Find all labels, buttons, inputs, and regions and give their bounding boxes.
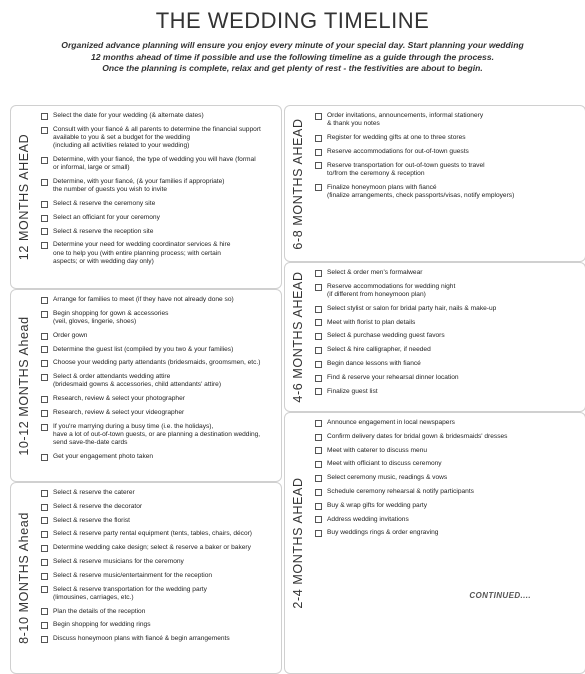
checklist-item — [41, 214, 277, 222]
checklist-item-text: Choose your wedding party attendants (bridesmaids, groomsmen, etc.) — [53, 359, 261, 367]
checklist-item — [315, 433, 581, 441]
checklist-item — [315, 319, 581, 327]
checklist — [315, 112, 581, 206]
checklist — [41, 112, 277, 272]
checkbox[interactable] — [41, 573, 48, 580]
checkbox[interactable] — [315, 162, 322, 169]
checkbox[interactable] — [41, 545, 48, 552]
checklist-item — [41, 621, 277, 629]
checklist-item-text: Select & reserve party rental equipment (tents, tables, chairs, décor) — [53, 530, 253, 538]
checklist-item — [41, 156, 277, 172]
checkbox[interactable] — [41, 608, 48, 615]
checklist-item-text: Begin dance lessons with fiancé — [327, 359, 421, 367]
checkbox[interactable] — [41, 297, 48, 304]
checkbox[interactable] — [41, 113, 48, 120]
checklist-item — [41, 409, 277, 417]
checklist-item — [315, 419, 581, 427]
checklist-item-text: Select & hire calligrapher, if needed — [327, 346, 431, 354]
checklist-item — [41, 359, 277, 367]
checkbox[interactable] — [41, 311, 48, 318]
checklist-item-text: Determine your need for wedding coordinator services & hire one to help you (with entire planning process; with certain aspects; or with wedding day only) — [53, 241, 231, 265]
checklist-item-text: Arrange for families to meet (if they have not already done so) — [53, 296, 234, 303]
section-label: 10-12 MONTHS Ahead — [17, 315, 31, 456]
checkbox[interactable] — [315, 530, 322, 537]
checkbox[interactable] — [315, 461, 322, 468]
checklist-item-text: Research, review & select your videographer — [53, 408, 185, 416]
checklist-item — [41, 332, 277, 340]
checklist-item — [315, 502, 581, 510]
section-label: 6-8 MONTHS AHEAD — [291, 117, 305, 250]
checkbox[interactable] — [315, 447, 322, 454]
checkbox[interactable] — [315, 388, 322, 395]
checkbox[interactable] — [315, 516, 322, 523]
checkbox[interactable] — [315, 284, 322, 291]
checkbox[interactable] — [315, 361, 322, 368]
section-4-6-months — [284, 262, 585, 412]
checkbox[interactable] — [315, 113, 322, 120]
checklist-item — [41, 558, 277, 566]
checkbox[interactable] — [315, 184, 322, 191]
checklist-item-text: Select & reserve music/entertainment for the reception — [53, 571, 213, 579]
checklist-item-text: Select the date for your wedding (& alternate dates) — [53, 112, 204, 119]
checklist-item — [315, 162, 581, 178]
checklist-item — [315, 148, 581, 156]
checkbox[interactable] — [41, 242, 48, 249]
checklist-item-text: Get your engagement photo taken — [53, 452, 154, 460]
checklist-item-text: Meet with florist to plan details — [327, 318, 416, 326]
checklist-item-text: Plan the details of the reception — [53, 607, 146, 615]
checklist-item — [41, 453, 277, 461]
checkbox[interactable] — [315, 135, 322, 142]
intro-line: Organized advance planning will ensure you enjoy every minute of your special day. Start planning your wedding — [61, 40, 524, 50]
checklist-item — [315, 474, 581, 482]
checklist-item-text: Begin shopping for gown & accessories (veil, gloves, lingerie, shoes) — [53, 309, 169, 325]
checklist-item — [41, 572, 277, 580]
checklist-item-text: Select & order men's formalwear — [327, 269, 423, 276]
checklist-item-text: Register for wedding gifts at one to three stores — [327, 134, 466, 141]
checklist-item-text: Schedule ceremony rehearsal & notify participants — [327, 487, 474, 495]
checklist — [315, 419, 581, 543]
checklist-item-text: Confirm delivery dates for bridal gown & bridesmaids' dresses — [327, 432, 508, 440]
checklist-item-text: Determine the guest list (compiled by you two & your families) — [53, 345, 234, 353]
checklist-item — [315, 134, 581, 142]
checklist — [41, 296, 277, 467]
section-label: 12 MONTHS AHEAD — [17, 133, 31, 261]
checkbox[interactable] — [315, 375, 322, 382]
checklist-item — [41, 517, 277, 525]
checklist-item — [315, 269, 581, 277]
section-label: 8-10 MONTHS Ahead — [17, 512, 31, 644]
checklist-item — [315, 305, 581, 313]
checkbox[interactable] — [315, 306, 322, 313]
checklist-item — [41, 178, 277, 194]
continued-note: CONTINUED.... — [469, 591, 531, 600]
checklist-item — [41, 503, 277, 511]
checklist-item — [41, 112, 277, 120]
checklist-item-text: Select ceremony music, readings & vows — [327, 474, 448, 482]
checklist-item — [315, 488, 581, 496]
checklist-item — [315, 184, 581, 200]
checklist-item-text: Select & reserve the ceremony site — [53, 200, 156, 207]
checkbox[interactable] — [41, 410, 48, 417]
checkbox[interactable] — [41, 424, 48, 431]
checklist-item — [41, 296, 277, 304]
section-12-months — [10, 105, 282, 289]
checklist-item-text: Select & reserve the florist — [53, 516, 130, 524]
checkbox[interactable] — [41, 157, 48, 164]
checklist-item — [41, 586, 277, 602]
intro-text — [30, 40, 555, 75]
checklist-item — [315, 516, 581, 524]
checkbox[interactable] — [315, 347, 322, 354]
checklist-item — [41, 395, 277, 403]
checklist-item-text: Select & reserve the caterer — [53, 489, 135, 496]
checklist-item-text: Reserve accommodations for wedding night (if different from honeymoon plan) — [327, 282, 456, 298]
checkbox[interactable] — [315, 420, 322, 427]
checklist-item — [41, 373, 277, 389]
checklist-item-text: Select & reserve the decorator — [53, 502, 143, 510]
checklist-item-text: Meet with caterer to discuss menu — [327, 446, 428, 454]
checklist-item — [315, 374, 581, 382]
checklist-item-text: Reserve transportation for out-of-town guests to travel to/from the ceremony & reception — [327, 161, 485, 177]
checklist-item-text: Determine wedding cake design; select & reserve a baker or bakery — [53, 544, 251, 552]
checklist-item-text: Select an officiant for your ceremony — [53, 213, 160, 221]
checkbox[interactable] — [41, 228, 48, 235]
section-label: 2-4 MONTHS AHEAD — [291, 477, 305, 609]
checklist-item-text: Determine, with your fiancé, (& your families if appropriate) the number of guests you wish to invite — [53, 178, 225, 194]
checklist-item-text: Order gown — [53, 331, 88, 339]
checkbox[interactable] — [315, 475, 322, 482]
checklist-item — [41, 530, 277, 538]
checklist-item — [41, 200, 277, 208]
checklist — [41, 489, 277, 649]
checkbox[interactable] — [41, 636, 48, 643]
checklist-item-text: Meet with officiant to discuss ceremony — [327, 460, 442, 468]
checklist-item-text: Address wedding invitations — [327, 515, 409, 523]
checkbox[interactable] — [41, 215, 48, 222]
checkbox[interactable] — [41, 622, 48, 629]
checklist-item — [315, 388, 581, 396]
checkbox[interactable] — [41, 179, 48, 186]
checkbox[interactable] — [41, 374, 48, 381]
checklist-item-text: If you're marrying during a busy time (i.e. the holidays), have a lot of out-of-town guests, or are planning a destination wedding, send save-the-date cards — [53, 422, 261, 447]
checklist-item — [315, 529, 581, 537]
checklist-item-text: Discuss honeymoon plans with fiancé & begin arrangements — [53, 635, 230, 643]
checklist-item — [315, 332, 581, 340]
checkbox[interactable] — [315, 333, 322, 340]
checklist-item — [41, 346, 277, 354]
checklist-item-text: Order invitations, announcements, informal stationery & thank you notes — [327, 112, 484, 128]
checklist-item-text: Select & order attendants wedding attire (bridesmaid gowns & accessories, child attendants' attire) — [53, 373, 222, 389]
checklist-item — [41, 310, 277, 326]
checklist-item-text: Finalize guest list — [327, 387, 378, 395]
checklist-item — [315, 112, 581, 128]
checkbox[interactable] — [41, 490, 48, 497]
checklist-item — [315, 346, 581, 354]
checkbox[interactable] — [41, 559, 48, 566]
checkbox[interactable] — [41, 346, 48, 353]
checklist-item — [315, 360, 581, 368]
checkbox[interactable] — [41, 201, 48, 208]
checklist-item — [41, 608, 277, 616]
checkbox[interactable] — [315, 489, 322, 496]
checklist-item — [315, 447, 581, 455]
checkbox[interactable] — [315, 434, 322, 441]
checkbox[interactable] — [315, 149, 322, 156]
checklist-item-text: Begin shopping for wedding rings — [53, 621, 151, 629]
checkbox[interactable] — [41, 586, 48, 593]
checklist-item — [41, 228, 277, 236]
checkbox[interactable] — [41, 454, 48, 461]
checklist-item-text: Find & reserve your rehearsal dinner location — [327, 373, 459, 381]
section-label: 4-6 MONTHS AHEAD — [291, 271, 305, 403]
checklist-item-text: Determine, with your fiancé, the type of wedding you will have (formal or informal, large or small) — [53, 156, 256, 172]
checkbox[interactable] — [315, 503, 322, 510]
checklist-item — [41, 241, 277, 266]
checklist-item-text: Reserve accommodations for out-of-town guests — [327, 147, 469, 155]
checkbox[interactable] — [41, 333, 48, 340]
checklist-item-text: Select & reserve the reception site — [53, 227, 154, 235]
checklist-item — [41, 544, 277, 552]
checklist-item-text: Select & purchase wedding guest favors — [327, 332, 445, 340]
checklist-item-text: Finalize honeymoon plans with fiancé (finalize arrangements, check passports/visas, notify employers) — [327, 183, 515, 199]
section-2-4-months — [284, 412, 585, 674]
section-6-8-months — [284, 105, 585, 262]
page-title: THE WEDDING TIMELINE — [155, 8, 430, 33]
checkbox[interactable] — [41, 127, 48, 134]
checklist-item-text: Announce engagement in local newspapers — [327, 419, 455, 426]
checklist — [315, 269, 581, 401]
checklist-item — [315, 460, 581, 468]
checklist-item-text: Research, review & select your photographer — [53, 395, 185, 403]
checkbox[interactable] — [41, 360, 48, 367]
checkbox[interactable] — [41, 531, 48, 538]
checklist-item-text: Buy & wrap gifts for wedding party — [327, 501, 428, 509]
intro-line: 12 months ahead of time if possible and use the following timeline as a guide through the process. — [90, 51, 494, 62]
checklist-item-text: Buy weddings rings & order engraving — [327, 529, 439, 537]
checklist-item-text: Select & reserve transportation for the wedding party (limousines, carriages, etc.) — [53, 585, 207, 601]
checklist-item-text: Select stylist or salon for bridal party hair, nails & make-up — [327, 304, 497, 312]
section-8-10-months — [10, 482, 282, 674]
checklist-item — [41, 635, 277, 643]
checkbox[interactable] — [315, 270, 322, 277]
checklist-item — [41, 126, 277, 151]
checklist-item — [41, 423, 277, 448]
checkbox[interactable] — [41, 517, 48, 524]
checkbox[interactable] — [315, 319, 322, 326]
checklist-item-text: Select & reserve musicians for the ceremony — [53, 557, 184, 565]
checkbox[interactable] — [41, 504, 48, 511]
checkbox[interactable] — [41, 396, 48, 403]
checklist-item-text: Consult with your fiancé & all parents to determine the financial support available to you & set a budget for the wedding (including all activities related to your wedding) — [53, 125, 261, 150]
checklist-item — [41, 489, 277, 497]
intro-line: Once the planning is complete, relax and get plenty of rest - the festivities are about to begin. — [102, 63, 483, 73]
section-10-12-months — [10, 289, 282, 482]
checklist-item — [315, 283, 581, 299]
